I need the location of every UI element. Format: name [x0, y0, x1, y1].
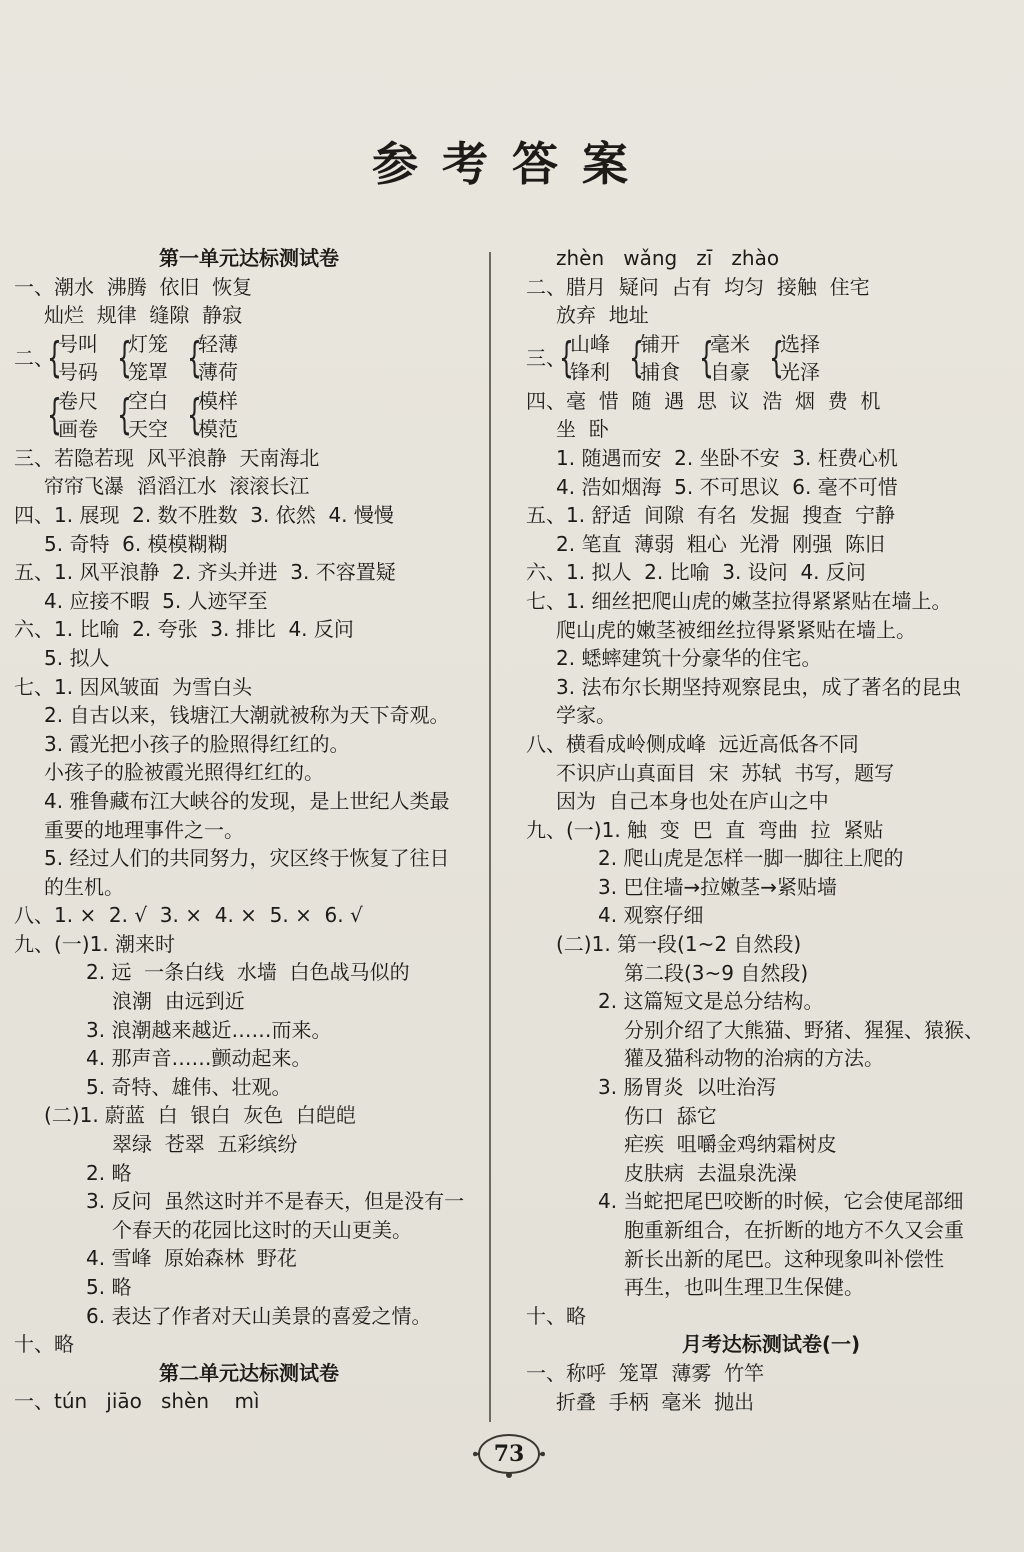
answer-line: 小孩子的脸被霞光照得红红的。: [44, 760, 324, 785]
word-pair: [44, 330, 98, 387]
answer-line: 九、(一)1. 潮来时: [14, 931, 176, 956]
paired-word: 选择: [780, 331, 820, 356]
answer-line: 4. 应接不暇 5. 人迹罕至: [44, 588, 268, 613]
answer-line: 八、1. × 2. √ 3. × 4. × 5. × 6. √: [14, 903, 363, 928]
paired-word: 毫米: [710, 331, 750, 356]
answer-line: 学家。: [556, 703, 616, 728]
brace-icon: {: [47, 390, 62, 440]
answer-line: 再生，也叫生理卫生保健。: [624, 1275, 864, 1300]
paired-word: 灯笼: [128, 331, 168, 356]
paired-word: 号码: [58, 360, 98, 385]
brace-icon: {: [187, 390, 202, 440]
brace-icon: {: [769, 333, 784, 383]
section-heading: 第二单元达标测试卷: [159, 1360, 339, 1385]
answer-line: 二、腊月 疑问 占有 均匀 接触 住宅: [526, 274, 870, 299]
answer-line: 2. 笔直 薄弱 粗心 光滑 刚强 陈旧: [556, 531, 886, 556]
answer-line: 3. 霞光把小孩子的脸照得红红的。: [44, 731, 350, 756]
answer-line: 六、1. 拟人 2. 比喻 3. 设问 4. 反问: [526, 560, 866, 585]
word-pair: [44, 387, 98, 444]
answer-line: 三、若隐若现 风平浪静 天南海北: [14, 445, 320, 470]
brace-icon: {: [559, 333, 574, 383]
brace-group-row: [526, 330, 1016, 387]
answer-line: 折叠 手柄 毫米 抛出: [556, 1389, 755, 1414]
word-pair: [766, 330, 820, 387]
brace-group-row: [14, 387, 484, 444]
answer-line: 分别介绍了大熊猫、野猪、猩猩、猿猴、: [624, 1017, 984, 1042]
answer-line: 2. 远 一条白线 水墙 白色战马似的: [86, 960, 410, 985]
brace-icon: {: [629, 333, 644, 383]
answer-line: 1. 随遇而安 2. 坐卧不安 3. 枉费心机: [556, 445, 898, 470]
answer-line: 2. 蟋蟀建筑十分豪华的住宅。: [556, 646, 822, 671]
answer-line: 2. 自古以来，钱塘江大潮就被称为天下奇观。: [44, 703, 450, 728]
answer-line: 一、tún jiāo shèn mì: [14, 1389, 260, 1414]
answer-line: 胞重新组合，在折断的地方不久又会重: [624, 1218, 964, 1242]
answer-line: 七、1. 因风皱面 为雪白头: [14, 674, 253, 699]
answer-line: 不识庐山真面目 宋 苏轼 书写，题写: [556, 760, 895, 785]
answer-line: 五、1. 风平浪静 2. 齐头并进 3. 不容置疑: [14, 560, 396, 585]
answer-line: 新长出新的尾巴。这种现象叫补偿性: [624, 1246, 944, 1271]
answer-line: 5. 奇特、雄伟、壮观。: [86, 1074, 292, 1099]
column-divider: [489, 252, 491, 1422]
paired-word: 模范: [198, 417, 238, 442]
answer-line: 爬山虎的嫩茎被细丝拉得紧紧贴在墙上。: [556, 617, 916, 642]
answer-line: 6. 表达了作者对天山美景的喜爱之情。: [86, 1303, 432, 1328]
answer-line: 5. 拟人: [44, 645, 110, 670]
page-number: 73: [493, 1441, 525, 1467]
answer-line: 九、(一)1. 触 变 巴 直 弯曲 拉 紧贴: [526, 817, 884, 842]
brace-icon: {: [117, 333, 132, 383]
answer-line: 2. 略: [86, 1160, 132, 1185]
word-pair: [556, 330, 610, 387]
answer-line: 2. 这篇短文是总分结构。: [598, 989, 824, 1014]
answer-line: 六、1. 比喻 2. 夸张 3. 排比 4. 反问: [14, 617, 354, 642]
answer-line: 重要的地理事件之一。: [44, 817, 244, 842]
answer-line: 4. 观察仔细: [598, 903, 704, 928]
answer-line: 放弃 地址: [556, 303, 649, 328]
answer-line: 伤口 舔它: [624, 1103, 717, 1128]
paired-word: 卷尺: [58, 388, 98, 413]
paired-word: 画卷: [58, 417, 98, 442]
word-pair: [184, 330, 238, 387]
item-number: 二、: [14, 345, 54, 370]
word-pair: [114, 330, 168, 387]
answer-line: (二)1. 第一段(1~2 自然段): [556, 932, 802, 957]
word-pair: [184, 387, 238, 444]
section-heading: 第一单元达标测试卷: [159, 246, 339, 270]
answer-line: 个春天的花园比这时的天山更美。: [112, 1217, 412, 1242]
answer-line: 坐 卧: [556, 417, 609, 442]
paired-word: 天空: [128, 417, 168, 442]
word-pair: [696, 330, 750, 387]
answer-line: 5. 略: [86, 1275, 132, 1299]
paired-word: 自豪: [710, 360, 750, 385]
answer-line: 第二段(3~9 自然段): [624, 960, 809, 985]
brace-icon: {: [187, 333, 202, 383]
answer-line: 疟疾 咀嚼金鸡纳霜树皮: [624, 1132, 837, 1157]
answer-line: 4. 那声音……颤动起来。: [86, 1046, 312, 1071]
answer-line: 3. 肠胃炎 以吐治泻: [598, 1075, 777, 1100]
answer-line: 3. 浪潮越来越近……而来。: [86, 1017, 332, 1042]
answer-line: 五、1. 舒适 间隙 有名 发掘 搜查 宁静: [526, 503, 896, 528]
answer-line: 獾及猫科动物的治病的方法。: [624, 1046, 884, 1071]
item-number: 三、: [526, 345, 566, 370]
answer-line: 翠绿 苍翠 五彩缤纷: [112, 1132, 298, 1157]
answer-line: 4. 雪峰 原始森林 野花: [86, 1246, 297, 1271]
answer-line: 因为 自己本身也处在庐山之中: [556, 789, 829, 814]
answer-line: 5. 奇特 6. 模模糊糊: [44, 531, 228, 556]
answer-line: 4. 浩如烟海 5. 不可思议 6. 毫不可惜: [556, 474, 898, 499]
answer-line: 一、潮水 沸腾 依旧 恢复: [14, 274, 253, 299]
right-column: [526, 244, 1016, 1416]
page-title: 参考答案: [372, 137, 652, 191]
answer-line: 5. 经过人们的共同努力，灾区终于恢复了往日: [44, 846, 450, 871]
answer-line: (二)1. 蔚蓝 白 银白 灰色 白皑皑: [44, 1103, 356, 1128]
answer-line: 十、略: [526, 1303, 586, 1328]
answer-line: 4. 雅鲁藏布江大峡谷的发现，是上世纪人类最: [44, 788, 450, 813]
answer-line: 一、称呼 笼罩 薄雾 竹竿: [526, 1360, 765, 1385]
answer-line: 皮肤病 去温泉洗澡: [624, 1160, 797, 1185]
paired-word: 笼罩: [128, 360, 168, 385]
paired-word: 号叫: [58, 331, 98, 356]
brace-icon: {: [47, 333, 62, 383]
answer-line: 十、略: [14, 1332, 74, 1357]
answer-line: 七、1. 细丝把爬山虎的嫩茎拉得紧紧贴在墙上。: [526, 588, 952, 613]
paired-word: 山峰: [570, 331, 610, 356]
paired-word: 轻薄: [198, 331, 238, 356]
paired-word: 锋利: [570, 360, 610, 385]
paired-word: 模样: [198, 388, 238, 413]
answer-line: 2. 爬山虎是怎样一脚一脚往上爬的: [598, 846, 904, 871]
answer-line: 八、横看成岭侧成峰 远近高低各不同: [526, 731, 859, 756]
answer-line: 4. 当蛇把尾巴咬断的时候，它会使尾部细: [598, 1189, 964, 1214]
answer-line: 灿烂 规律 缝隙 静寂: [44, 303, 243, 328]
brace-icon: {: [117, 390, 132, 440]
section-heading: 月考达标测试卷(一): [681, 1332, 861, 1357]
brace-group-row: [14, 330, 484, 387]
word-pair: [114, 387, 168, 444]
brace-icon: {: [699, 333, 714, 383]
left-column: [14, 244, 484, 1416]
answer-line: 3. 法布尔长期坚持观察昆虫，成了著名的昆虫: [556, 674, 962, 699]
word-pair: [626, 330, 680, 387]
answer-line: 四、毫 惜 随 遇 思 议 浩 烟 费 机: [526, 388, 881, 413]
answer-line: 3. 反问 虽然这时并不是春天，但是没有一: [86, 1189, 465, 1214]
paired-word: 铺开: [640, 331, 680, 356]
answer-line: 3. 巴住墙→拉嫩茎→紧贴墙: [598, 874, 837, 899]
answer-line: 帘帘飞瀑 滔滔江水 滚滚长江: [44, 474, 310, 499]
paired-word: 捕食: [640, 360, 680, 385]
paired-word: 空白: [128, 388, 168, 413]
paired-word: 光泽: [780, 360, 820, 385]
answer-line: 四、1. 展现 2. 数不胜数 3. 依然 4. 慢慢: [14, 502, 394, 527]
paired-word: 薄荷: [198, 360, 238, 385]
answer-line: 的生机。: [44, 874, 124, 899]
answer-line: zhèn wǎng zī zhào: [556, 246, 780, 270]
answer-line: 浪潮 由远到近: [112, 989, 245, 1014]
